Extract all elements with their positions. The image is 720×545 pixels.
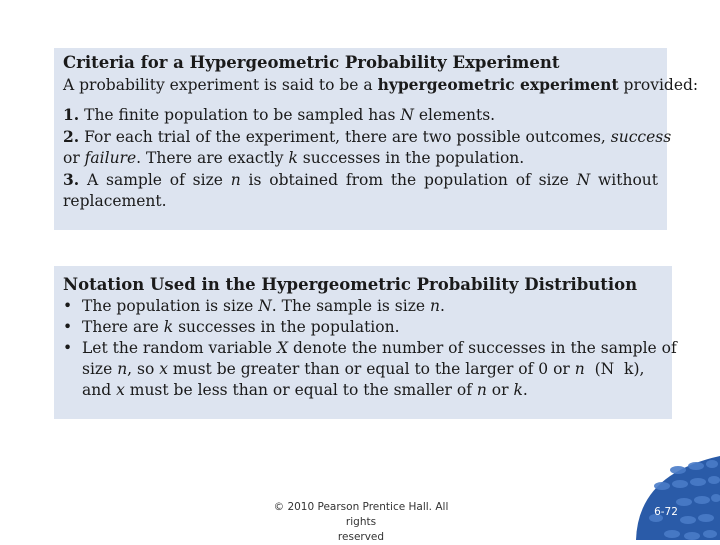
bullet-icon: • xyxy=(63,318,73,336)
bullet-icon: • xyxy=(63,339,73,357)
copyright-line-1: © 2010 Pearson Prentice Hall. All rights xyxy=(273,501,449,528)
criteria-intro: A probability experiment is said to be a hypergeometric experiment provided: xyxy=(63,75,699,94)
copyright-footer xyxy=(258,500,464,545)
page-number: 6-72 xyxy=(654,506,678,518)
notation-bullet-2: • There are k successes in the population. xyxy=(63,318,400,336)
criteria-item-3-line-1: 3. A sample of size n is obtained from the population of size N without xyxy=(63,170,659,189)
bullet-icon: • xyxy=(63,297,73,315)
notation-bullet-1: • The population is size N. The sample is size n. xyxy=(63,297,445,315)
notation-title: Notation Used in the Hypergeometric Probability Distribution xyxy=(63,275,638,294)
copyright-line-2: reserved xyxy=(337,531,385,543)
criteria-item-2-line-1: 2. For each trial of the experiment, there are two possible outcomes, success xyxy=(63,127,672,146)
criteria-item-1: 1. The finite population to be sampled has N elements. xyxy=(63,105,496,124)
criteria-item-3-line-2: replacement. xyxy=(63,192,167,210)
notation-box xyxy=(54,266,677,419)
criteria-item-2-line-2: or failure. There are exactly k successes in the population. xyxy=(63,149,525,167)
criteria-box xyxy=(54,48,699,230)
corner-decoration-icon xyxy=(636,456,720,540)
criteria-title: Criteria for a Hypergeometric Probability Experiment xyxy=(63,53,560,72)
notation-bullet-3: • Let the random variable X denote the number of successes in the sample of size n, so x must be greater than or equal to the larger of 0 or n (N k), and x must be less than or equal to the smaller of n or k. xyxy=(63,339,677,399)
